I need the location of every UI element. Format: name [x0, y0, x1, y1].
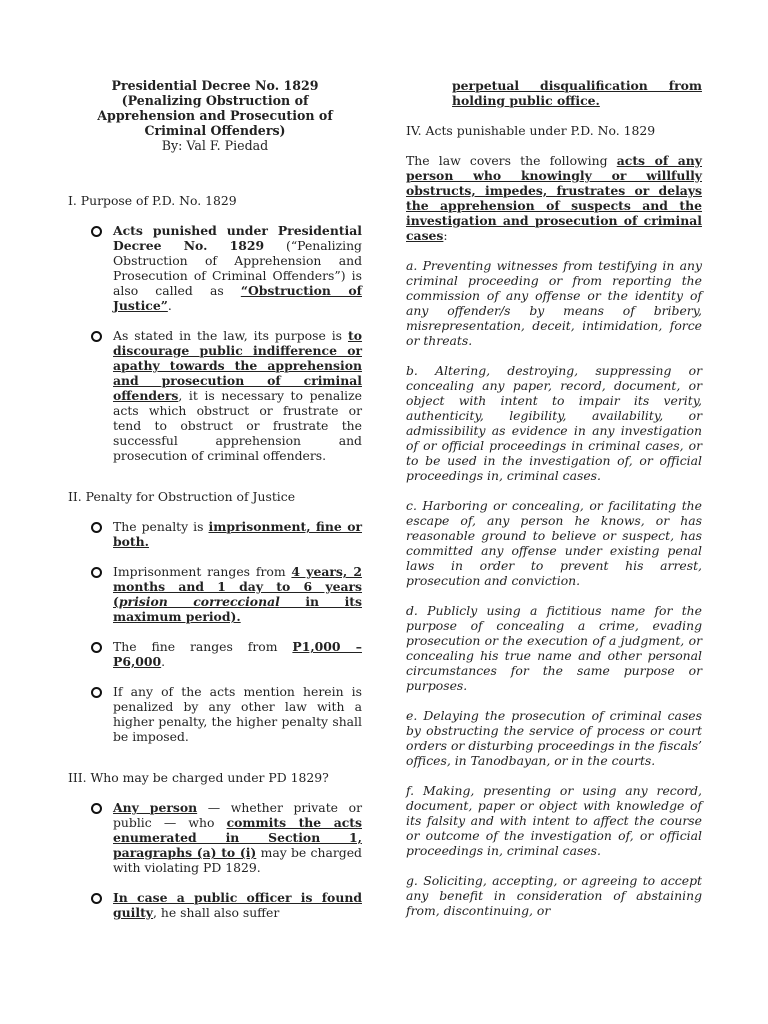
title-line: (Penalizing Obstruction of — [121, 93, 309, 108]
title-line: Criminal Offenders) — [144, 123, 286, 138]
act-item-a: a. Preventing witnesses from testifying in any criminal proceeding or from reporting the commission of any offense or the identity of any offender/s by means of bribery, misrepresentation, deceit, intimidation, force or threats. — [406, 258, 702, 348]
section-heading-penalty: II. Penalty for Obstruction of Justice — [68, 489, 296, 504]
act-item-f: f. Making, presenting or using any record, document, paper or object with knowledge of its falsity and with intent to affect the course or outcome of the investigation of, or official proceedings in, criminal cases. — [406, 783, 702, 858]
list-item: Imprisonment ranges from 4 years, 2 months and 1 day to 6 years (prision correccional in its maximum period). — [68, 564, 362, 624]
continued-bullet-text: perpetual disqualification from holding public office. — [452, 78, 702, 108]
circle-bullet-icon — [91, 522, 102, 533]
circle-bullet-icon — [91, 893, 102, 904]
title-line: Presidential Decree No. 1829 — [111, 78, 319, 93]
act-item-c: c. Harboring or concealing, or facilitating the escape of, any person he knows, or has reasonable ground to believe or suspect, has committed any offense under existing penal laws in order to prevent his arrest, prosecution and conviction. — [406, 498, 702, 588]
list-item: The fine ranges from P1,000 – P6,000. — [68, 639, 362, 669]
list-item: In case a public officer is found guilty, he shall also suffer — [68, 890, 362, 920]
act-item-e: e. Delaying the prosecution of criminal cases by obstructing the service of process or court orders or disturbing proceedings in the fiscals’ offices, in Tanodbayan, or in the courts. — [406, 708, 702, 768]
act-item-g: g. Soliciting, accepting, or agreeing to accept any benefit in consideration of abstaining from, discontinuing, or — [406, 873, 702, 918]
document-title — [68, 78, 362, 153]
right-column — [406, 78, 702, 918]
act-item-d: d. Publicly using a fictitious name for the purpose of concealing a crime, evading prosecution or the execution of a judgment, or concealing his true name and other personal circumstances for the same purpose or purposes. — [406, 603, 702, 693]
list-item: Acts punished under Presidential Decree No. 1829 (“Penalizing Obstruction of Apprehension and Prosecution of Criminal Offenders”) is also called as “Obstruction of Justice”. — [68, 223, 362, 313]
list-item: If any of the acts mention herein is penalized by any other law with a higher penalty, the higher penalty shall be imposed. — [68, 684, 362, 744]
byline: By: Val F. Piedad — [161, 138, 269, 153]
circle-bullet-icon — [91, 642, 102, 653]
circle-bullet-icon — [91, 567, 102, 578]
section-heading-who: III. Who may be charged under PD 1829? — [68, 770, 329, 785]
section-heading-acts: IV. Acts punishable under P.D. No. 1829 — [406, 123, 656, 138]
circle-bullet-icon — [91, 687, 102, 698]
list-item: The penalty is imprisonment, fine or both. — [68, 519, 362, 549]
list-item: As stated in the law, its purpose is to discourage public indifference or apathy towards the apprehension and prosecution of criminal offenders, it is necessary to penalize acts which obstruct or frustrate or tend to obstruct or frustrate the successful apprehension and prosecution of criminal offenders. — [68, 328, 362, 463]
section-heading-purpose: I. Purpose of P.D. No. 1829 — [68, 193, 237, 208]
purpose-bullets — [68, 223, 362, 463]
circle-bullet-icon — [91, 803, 102, 814]
who-bullets — [68, 800, 362, 920]
title-line: Apprehension and Prosecution of — [97, 108, 333, 123]
acts-intro: The law covers the following acts of any person who knowingly or willfully obstructs, impedes, frustrates or delays the apprehension of suspects and the investigation and prosecution of criminal cases: — [406, 153, 702, 243]
act-item-b: b. Altering, destroying, suppressing or concealing any paper, record, document, or object with intent to impair its verity, authenticity, legibility, availability, or admissibility as evidence in any investigation of or official proceedings in criminal cases, or to be used in the investigation of, or official proceedings in, criminal cases. — [406, 363, 702, 483]
circle-bullet-icon — [91, 331, 102, 342]
penalty-bullets — [68, 519, 362, 744]
left-column — [68, 78, 362, 920]
list-item: Any person — whether private or public — who commits the acts enumerated in Section 1, paragraphs (a) to (i) may be charged with violating PD 1829. — [68, 800, 362, 875]
circle-bullet-icon — [91, 226, 102, 237]
